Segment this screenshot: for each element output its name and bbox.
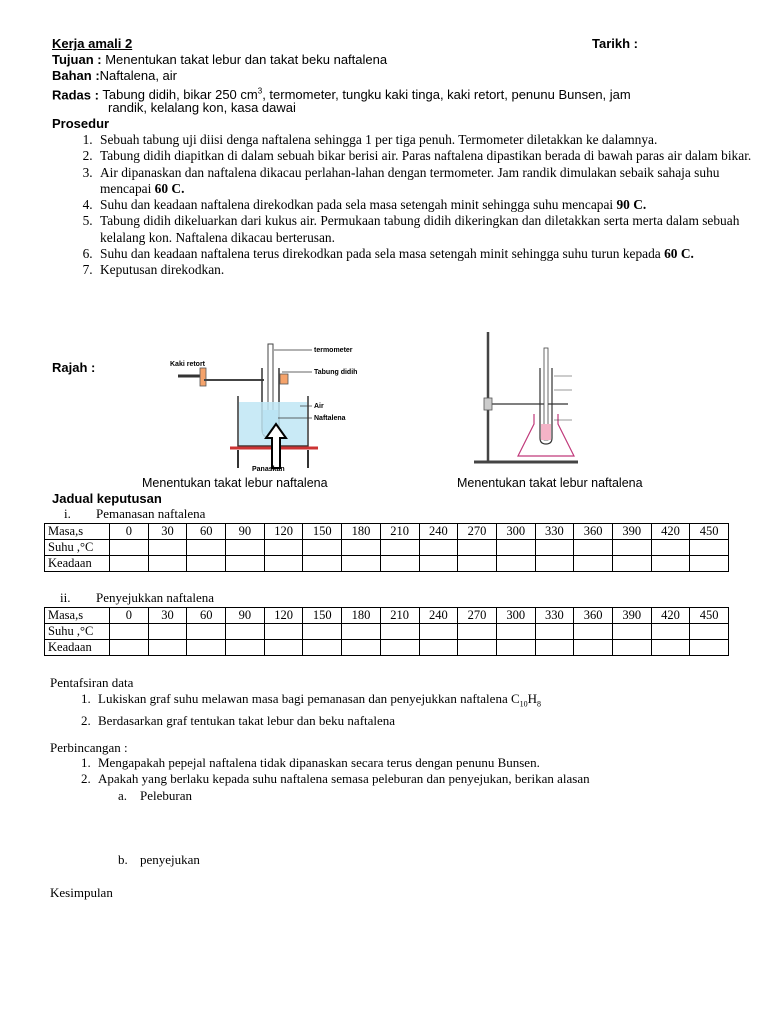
temperature-value: 60 C.	[664, 246, 694, 262]
list-item	[94, 755, 768, 771]
table-row-keadaan	[45, 640, 729, 656]
table2-number: ii.	[60, 590, 71, 605]
procedure-step	[96, 246, 764, 262]
time-cell: 60	[187, 608, 226, 624]
empty-cell[interactable]	[110, 556, 149, 572]
table-row-keadaan	[45, 556, 729, 572]
pentafsiran-list	[50, 691, 768, 729]
date-label: Tarikh :	[592, 36, 638, 51]
row-header-masa: Masa,s	[45, 524, 110, 540]
empty-cell[interactable]	[419, 556, 458, 572]
empty-cell[interactable]	[690, 556, 729, 572]
list-item-text: H	[527, 691, 538, 706]
procedure-step-text: Sebuah tabung uji diisi denga naftalena sehingga 1 per tiga penuh. Termometer diletakkan ke dalamnya.	[100, 132, 658, 147]
time-cell: 330	[535, 608, 574, 624]
empty-cell[interactable]	[574, 624, 613, 640]
radas-row-2: randik, kelalang kon, kasa dawai	[108, 100, 296, 115]
tube-clamp	[280, 374, 288, 384]
empty-cell[interactable]	[458, 556, 497, 572]
bahan-row	[52, 68, 732, 84]
procedure-step-text: Keputusan direkodkan.	[100, 262, 225, 278]
label-naftalena: Naftalena	[314, 415, 346, 422]
procedure-step	[96, 165, 764, 198]
empty-cell[interactable]	[148, 640, 187, 656]
list-item-text: Lukiskan graf suhu melawan masa bagi pemanasan dan penyejukkan naftalena C	[98, 691, 520, 706]
time-cell: 270	[458, 608, 497, 624]
table-row-suhu	[45, 540, 729, 556]
time-cell: 390	[612, 524, 651, 540]
empty-cell[interactable]	[380, 640, 419, 656]
empty-cell[interactable]	[226, 640, 265, 656]
retort-clamp	[484, 398, 492, 410]
subscript: 8	[537, 699, 542, 709]
cooling-results-table	[44, 607, 729, 656]
heating-results-table	[44, 523, 729, 572]
list-item-text: Apakah yang berlaku kepada suhu naftalena semasa peleburan dan penyejukan, berikan alasan	[98, 771, 590, 786]
empty-cell[interactable]	[110, 624, 149, 640]
empty-cell[interactable]	[496, 556, 535, 572]
cooling-apparatus-diagram	[468, 328, 598, 466]
empty-cell[interactable]	[303, 624, 342, 640]
empty-cell[interactable]	[612, 640, 651, 656]
jadual-heading: Jadual keputusan	[52, 491, 162, 506]
procedure-step	[96, 148, 764, 164]
empty-cell[interactable]	[380, 556, 419, 572]
empty-cell[interactable]	[342, 624, 381, 640]
row-header-suhu: Suhu ,°C	[45, 624, 110, 640]
time-cell: 210	[380, 524, 419, 540]
procedure-step	[96, 197, 764, 213]
empty-cell[interactable]	[651, 556, 690, 572]
label-panaskan: Panaskan	[252, 466, 285, 472]
time-cell: 120	[264, 608, 303, 624]
time-cell: 0	[110, 524, 149, 540]
time-cell: 180	[342, 524, 381, 540]
empty-cell[interactable]	[458, 624, 497, 640]
label-termometer: termometer	[314, 347, 353, 354]
time-cell: 330	[535, 524, 574, 540]
list-item-text: Berdasarkan graf tentukan takat lebur dan beku naftalena	[98, 712, 396, 728]
time-cell: 300	[496, 524, 535, 540]
time-cell: 0	[110, 608, 149, 624]
table2-title: Penyejukkan naftalena	[96, 590, 215, 605]
time-cell: 270	[458, 524, 497, 540]
title-row	[52, 36, 732, 52]
sub-item-a: Peleburan	[140, 788, 192, 803]
label-kaki-retort: Kaki retort	[170, 361, 206, 368]
empty-cell[interactable]	[419, 640, 458, 656]
empty-cell[interactable]	[148, 624, 187, 640]
table-row-masa	[45, 608, 729, 624]
procedure-list	[52, 132, 764, 279]
tujuan-row	[52, 52, 732, 68]
empty-cell[interactable]	[342, 640, 381, 656]
row-header-keadaan: Keadaan	[45, 640, 110, 656]
radas-label: Radas :	[52, 87, 99, 103]
empty-cell[interactable]	[651, 640, 690, 656]
heating-apparatus-diagram	[168, 338, 390, 472]
temperature-value: 90 C.	[616, 197, 647, 213]
time-cell: 210	[380, 608, 419, 624]
procedure-step-text: Tabung didih dikeluarkan dari kukus air. Permukaan tabung didih dikeringkan dan diletakkan serta merta dalam sebuah kelalang kon. Naftalena dikacau berterusan.	[100, 213, 740, 245]
empty-cell[interactable]	[535, 624, 574, 640]
empty-cell[interactable]	[690, 640, 729, 656]
empty-cell[interactable]	[342, 540, 381, 556]
table-row-suhu	[45, 624, 729, 640]
label-tabung-didih: Tabung didih	[314, 369, 358, 376]
procedure-step-text: Suhu dan keadaan naftalena terus direkodkan pada sela masa setengah minit sehingga suhu turun kepada	[100, 246, 665, 262]
bahan-label: Bahan :	[52, 68, 100, 83]
empty-cell[interactable]	[535, 540, 574, 556]
naftalena-fill	[541, 424, 551, 440]
list-item	[94, 691, 768, 713]
empty-cell[interactable]	[651, 624, 690, 640]
time-cell: 90	[226, 608, 265, 624]
pentafsiran-heading: Pentafsiran data	[50, 675, 134, 690]
row-header-suhu: Suhu ,°C	[45, 540, 110, 556]
empty-cell[interactable]	[226, 540, 265, 556]
list-item	[94, 713, 768, 729]
time-cell: 60	[187, 524, 226, 540]
empty-cell[interactable]	[690, 540, 729, 556]
procedure-step-text: Suhu dan keadaan naftalena direkodkan pada sela masa setengah minit sehingga suhu mencapai	[100, 197, 617, 213]
figure-caption-2: Menentukan takat lebur naftalena	[457, 476, 643, 490]
rajah-label: Rajah :	[52, 360, 96, 375]
empty-cell[interactable]	[226, 624, 265, 640]
empty-cell[interactable]	[187, 640, 226, 656]
empty-cell[interactable]	[574, 540, 613, 556]
procedure-step	[96, 213, 764, 246]
empty-cell[interactable]	[458, 640, 497, 656]
empty-cell[interactable]	[496, 540, 535, 556]
empty-cell[interactable]	[458, 540, 497, 556]
empty-cell[interactable]	[264, 624, 303, 640]
temperature-value: 60 C.	[154, 180, 185, 196]
table1-number: i.	[64, 506, 71, 521]
empty-cell[interactable]	[612, 540, 651, 556]
time-cell: 450	[690, 608, 729, 624]
kesimpulan-heading: Kesimpulan	[50, 885, 113, 900]
perbincangan-list	[50, 755, 768, 787]
time-cell: 150	[303, 524, 342, 540]
procedure-step	[96, 262, 764, 278]
empty-cell[interactable]	[690, 624, 729, 640]
bahan-text: Naftalena, air	[99, 68, 177, 83]
tujuan-label: Tujuan :	[52, 52, 102, 67]
time-cell: 90	[226, 524, 265, 540]
sub-item-a-label: a.	[118, 788, 128, 803]
procedure-step	[96, 132, 764, 148]
empty-cell[interactable]	[148, 540, 187, 556]
time-cell: 420	[651, 608, 690, 624]
empty-cell[interactable]	[612, 556, 651, 572]
empty-cell[interactable]	[535, 556, 574, 572]
empty-cell[interactable]	[264, 556, 303, 572]
procedure-step-text: Tabung didih diapitkan di dalam sebuah bikar berisi air. Paras naftalena dipastikan berada di bawah paras air dalam bikar.	[100, 148, 752, 164]
empty-cell[interactable]	[303, 640, 342, 656]
time-cell: 420	[651, 524, 690, 540]
empty-cell[interactable]	[187, 540, 226, 556]
empty-cell[interactable]	[264, 540, 303, 556]
label-air: Air	[314, 403, 324, 410]
retort-clamp	[200, 368, 206, 386]
empty-cell[interactable]	[535, 640, 574, 656]
time-cell: 360	[574, 524, 613, 540]
radas-text-a: Tabung didih, bikar 250 cm	[102, 87, 258, 103]
time-cell: 360	[574, 608, 613, 624]
empty-cell[interactable]	[574, 640, 613, 656]
empty-cell[interactable]	[419, 624, 458, 640]
time-cell: 30	[148, 524, 187, 540]
empty-cell[interactable]	[574, 556, 613, 572]
time-cell: 390	[612, 608, 651, 624]
perbincangan-heading: Perbincangan :	[50, 740, 128, 755]
time-cell: 150	[303, 608, 342, 624]
empty-cell[interactable]	[110, 540, 149, 556]
row-header-masa: Masa,s	[45, 608, 110, 624]
tujuan-text: Menentukan takat lebur dan takat beku naftalena	[105, 52, 388, 67]
empty-cell[interactable]	[496, 624, 535, 640]
sub-item-b: penyejukan	[140, 852, 200, 867]
empty-cell[interactable]	[187, 556, 226, 572]
empty-cell[interactable]	[380, 540, 419, 556]
subscript: 10	[519, 699, 528, 709]
empty-cell[interactable]	[148, 556, 187, 572]
procedure-step-text: Air dipanaskan dan naftalena dikacau perlahan-lahan dengan termometer. Jam randik dimulakan sebaik sahaja suhu mencapai	[100, 164, 720, 196]
radas-text-b: , termometer, tungku kaki tinga, kaki retort, penunu Bunsen, jam	[262, 87, 631, 103]
empty-cell[interactable]	[110, 640, 149, 656]
figure-caption-1: Menentukan takat lebur naftalena	[142, 476, 328, 490]
row-header-keadaan: Keadaan	[45, 556, 110, 572]
empty-cell[interactable]	[226, 556, 265, 572]
empty-cell[interactable]	[651, 540, 690, 556]
empty-cell[interactable]	[496, 640, 535, 656]
empty-cell[interactable]	[303, 540, 342, 556]
empty-cell[interactable]	[187, 624, 226, 640]
time-cell: 450	[690, 524, 729, 540]
prosedur-heading: Prosedur	[52, 116, 110, 131]
time-cell: 240	[419, 608, 458, 624]
time-cell: 180	[342, 608, 381, 624]
time-cell: 300	[496, 608, 535, 624]
empty-cell[interactable]	[303, 556, 342, 572]
list-item	[94, 771, 768, 787]
time-cell: 240	[419, 524, 458, 540]
time-cell: 30	[148, 608, 187, 624]
list-item-text: Mengapakah pepejal naftalena tidak dipanaskan secara terus dengan penunu Bunsen.	[98, 755, 540, 770]
worksheet-title: Kerja amali 2	[52, 36, 133, 51]
empty-cell[interactable]	[264, 640, 303, 656]
empty-cell[interactable]	[419, 540, 458, 556]
empty-cell[interactable]	[612, 624, 651, 640]
empty-cell[interactable]	[380, 624, 419, 640]
time-cell: 120	[264, 524, 303, 540]
radas-superscript: 3	[257, 87, 263, 96]
table1-title: Pemanasan naftalena	[96, 506, 206, 521]
sub-item-b-label: b.	[118, 852, 128, 867]
table-row-masa	[45, 524, 729, 540]
empty-cell[interactable]	[342, 556, 381, 572]
